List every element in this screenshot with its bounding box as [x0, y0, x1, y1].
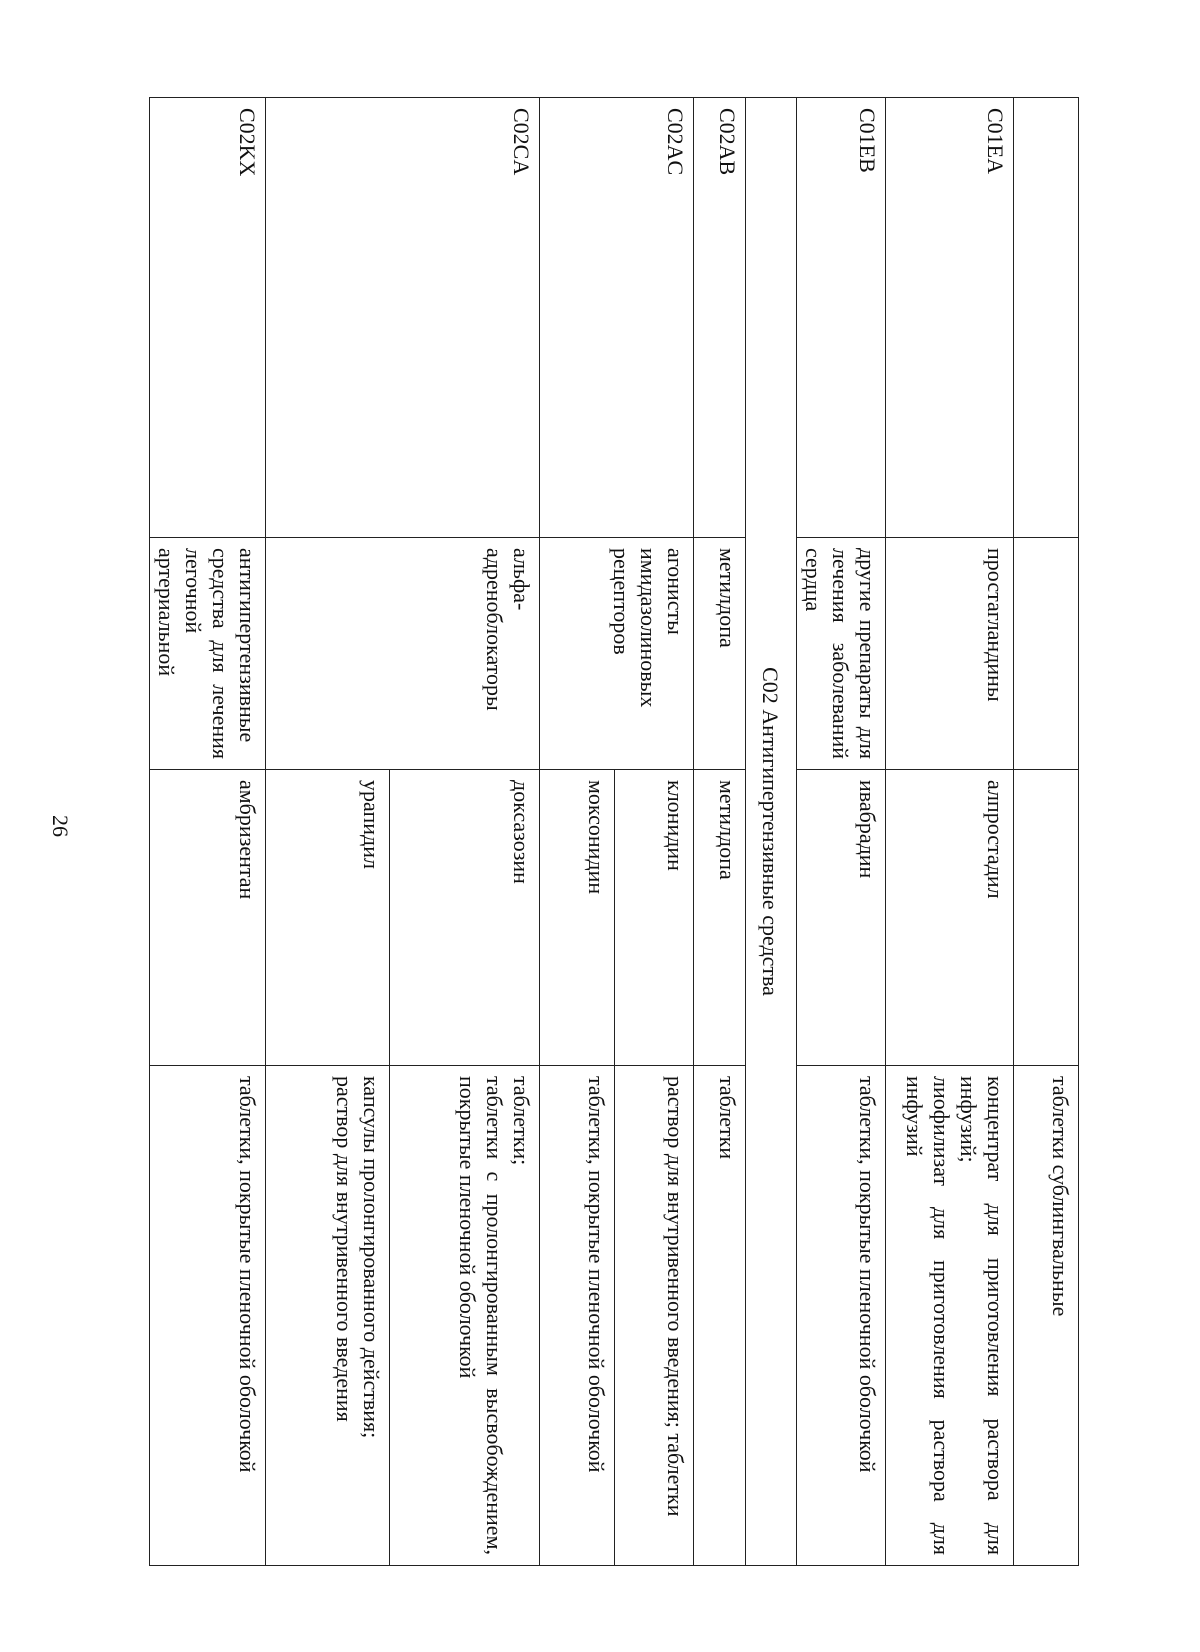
table-row [886, 98, 1014, 1566]
group-cell: антигипертензивные средства для лечения легочной артериальной [150, 538, 266, 770]
drug-cell: ивабрадин [797, 770, 886, 1066]
drug-cell: моксонидин [540, 770, 615, 1066]
form-cell: таблетки, покрытые пленочной оболочкой [797, 1066, 886, 1566]
section-heading-row [746, 98, 797, 1566]
drug-cell: клонидин [615, 770, 694, 1066]
drug-cell: доксазозин [390, 770, 540, 1066]
group-cell: другие препараты для лечения заболеваний сердца [797, 538, 886, 770]
form-cell: таблетки, покрытые пленочной оболочкой [540, 1066, 615, 1566]
table-row [694, 98, 746, 1566]
table-row [150, 98, 266, 1566]
form-cell: концентрат для приготовления раствора для инфузий; лиофилизат для приготовления раствора для инфузий [886, 1066, 1014, 1566]
code-cell [1014, 98, 1079, 538]
drug-cell [1014, 770, 1079, 1066]
drug-cell: урапидил [266, 770, 390, 1066]
drug-classification-table [149, 97, 1079, 1566]
table-row [390, 98, 540, 1566]
form-cell: таблетки, покрытые пленочной оболочкой [150, 1066, 266, 1566]
code-cell: C02KX [150, 98, 266, 538]
form-cell: таблетки [694, 1066, 746, 1566]
drug-cell: метилдопа [694, 770, 746, 1066]
group-cell [1014, 538, 1079, 770]
form-cell: таблетки; таблетки с пролонгированным высвобождением, покрытые пленочной оболочкой [390, 1066, 540, 1566]
drug-cell: амбризентан [150, 770, 266, 1066]
code-cell: C01EA [886, 98, 1014, 538]
drug-cell: алпростадил [886, 770, 1014, 1066]
table-row [615, 98, 694, 1566]
group-cell: альфа-адреноблокаторы [266, 538, 540, 770]
table-row [797, 98, 886, 1566]
section-heading: C02 Антигипертензивные средства [746, 98, 797, 1566]
form-cell: раствор для внутривенного введения; таблетки [615, 1066, 694, 1566]
code-cell: C01EB [797, 98, 886, 538]
group-cell: простагландины [886, 538, 1014, 770]
code-cell: C02CA [266, 98, 540, 538]
code-cell: C02AC [540, 98, 694, 538]
page-number: 26 [48, 815, 73, 837]
form-cell: таблетки сублингвальные [1014, 1066, 1079, 1566]
group-cell: агонисты имидазолиновых рецепторов [540, 538, 694, 770]
table-row [1014, 98, 1079, 1566]
code-cell: C02AB [694, 98, 746, 538]
form-cell: капсулы пролонгированного действия; раствор для внутривенного введения [266, 1066, 390, 1566]
group-cell: метилдопа [694, 538, 746, 770]
